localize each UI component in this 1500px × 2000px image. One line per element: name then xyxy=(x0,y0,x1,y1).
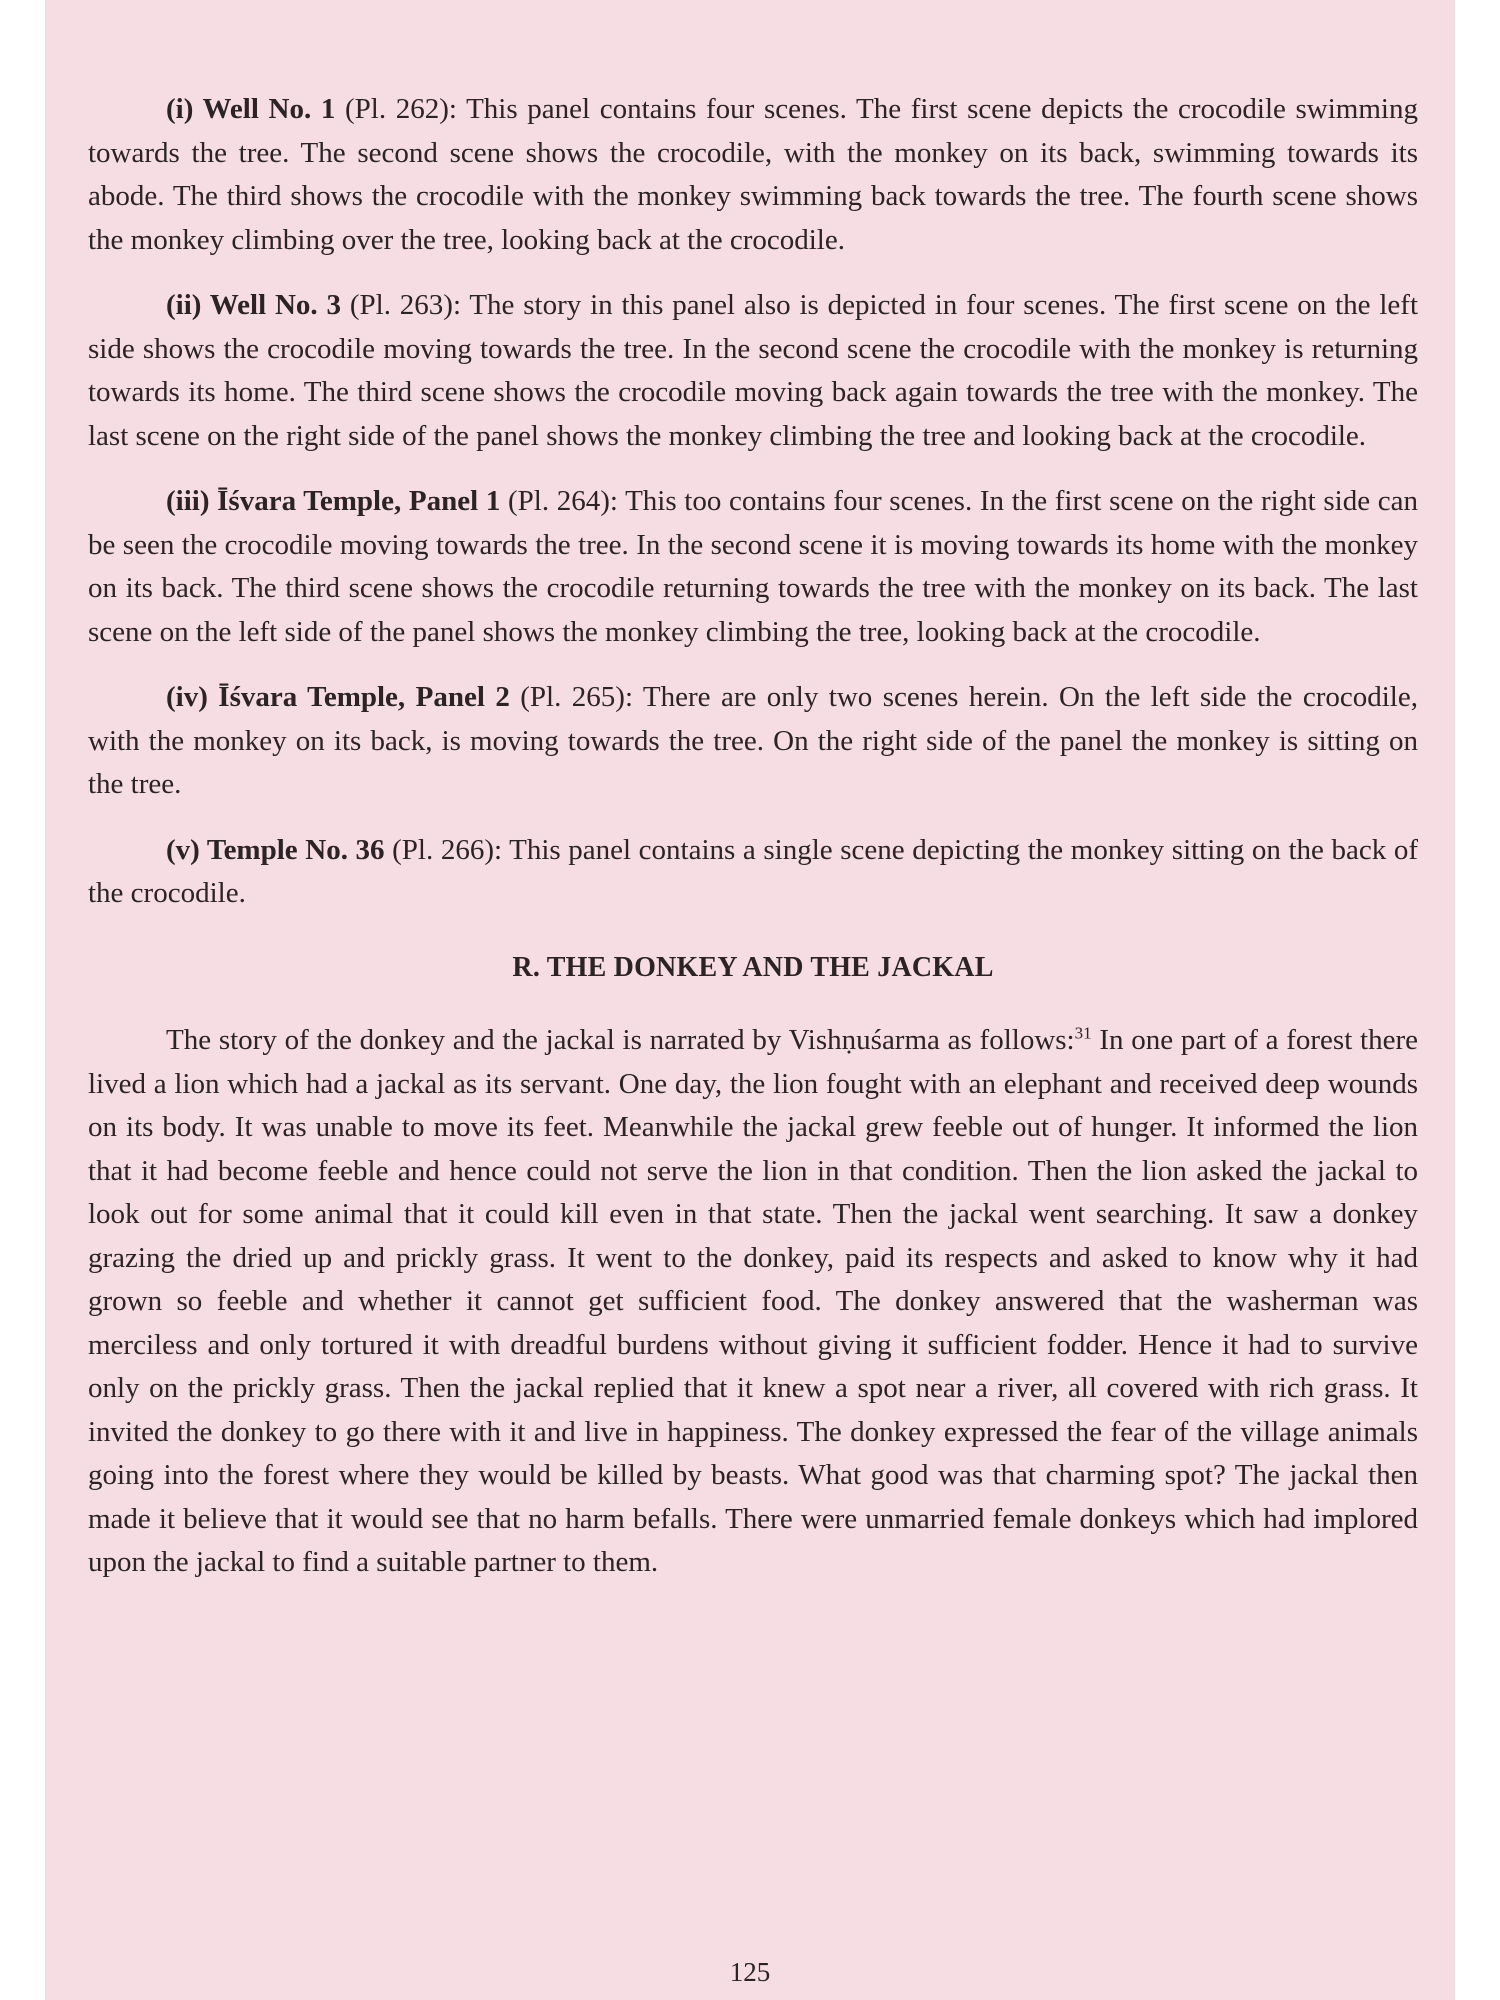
panel-text: (Pl. 265): There are only two scenes herein. On the left side the crocodile, with the monkey on its back, is moving towards the tree. On the right side of the panel the monkey is sitting on the tree. xyxy=(88,681,1418,800)
panel-label: (iv) Īśvara Temple, Panel 2 xyxy=(166,681,510,713)
section-heading: R. THE DONKEY AND THE JACKAL xyxy=(512,951,994,983)
panel-text: (Pl. 266): This panel contains a single scene depicting the monkey sitting on the back of the crocodile. xyxy=(88,833,1419,909)
panel-description-4 xyxy=(88,676,1418,807)
panel-label: (ii) Well No. 3 xyxy=(166,289,342,321)
panel-description-3 xyxy=(88,480,1418,654)
panel-text: (Pl. 262): This panel contains four scenes. The first scene depicts the crocodile swimming towards the tree. The second scene shows the crocodile, with the monkey on its back, swimming towards its abode. The third shows the crocodile with the monkey swimming back towards the tree. The fourth scene shows the monkey climbing over the tree, looking back at the crocodile. xyxy=(88,93,1418,256)
panel-description-5 xyxy=(88,829,1418,916)
page-body xyxy=(88,88,1418,1585)
panel-label: (v) Temple No. 36 xyxy=(166,833,385,866)
story-text-start: The story of the donkey and the jackal is narrated by Vishṇuśarma as follows: xyxy=(166,1024,1075,1056)
footnote-reference: 31 xyxy=(1074,1023,1092,1043)
panel-text: (Pl. 264): This too contains four scenes. In the first scene on the right side can be seen the crocodile moving towards the tree. In the second scene it is moving towards its home with the monkey on its back. The third scene shows the crocodile returning towards the tree with the monkey on its back. The last scene on the left side of the panel shows the monkey climbing the tree, looking back at the crocodile. xyxy=(88,485,1418,648)
panel-label: (i) Well No. 1 xyxy=(166,93,336,125)
story-text-rest: In one part of a forest there lived a lion which had a jackal as its servant. One day, the lion fought with an elephant and received deep wounds on its body. It was unable to move its feet. Meanwhile the jackal grew feeble out of hunger. It informed the lion that it had become feeble and hence could not serve the lion in that condition. Then the lion asked the jackal to look out for some animal that it could kill even in that state. Then the jackal went searching. It saw a donkey grazing the dried up and prickly grass. It went to the donkey, paid its respects and asked to know why it had grown so feeble and whether it cannot get sufficient food. The donkey answered that the washerman was merciless and only tortured it with dreadful burdens without giving it sufficient fodder. Hence it had to survive only on the prickly grass. Then the jackal replied that it knew a spot near a river, all covered with rich grass. It invited the donkey to go there with it and live in happiness. The donkey expressed the fear of the village animals going into the forest where they would be killed by beasts. What good was that charming spot? The jackal then made it believe that it would see that no harm befalls. There were unmarried female donkeys which had implored upon the jackal to find a suitable partner to them. xyxy=(88,1024,1418,1578)
book-page xyxy=(45,0,1455,2000)
panel-description-2 xyxy=(88,284,1418,458)
panel-text: (Pl. 263): The story in this panel also is depicted in four scenes. The first scene on the left side shows the crocodile moving towards the tree. In the second scene the crocodile with the monkey is returning towards its home. The third scene shows the crocodile moving back again towards the tree with the monkey. The last scene on the right side of the panel shows the monkey climbing the tree and looking back at the crocodile. xyxy=(88,289,1419,452)
story-paragraph xyxy=(88,1019,1418,1585)
panel-description-1 xyxy=(88,88,1418,262)
panel-label: (iii) Īśvara Temple, Panel 1 xyxy=(166,485,501,517)
page-number: 125 xyxy=(729,1957,771,1987)
